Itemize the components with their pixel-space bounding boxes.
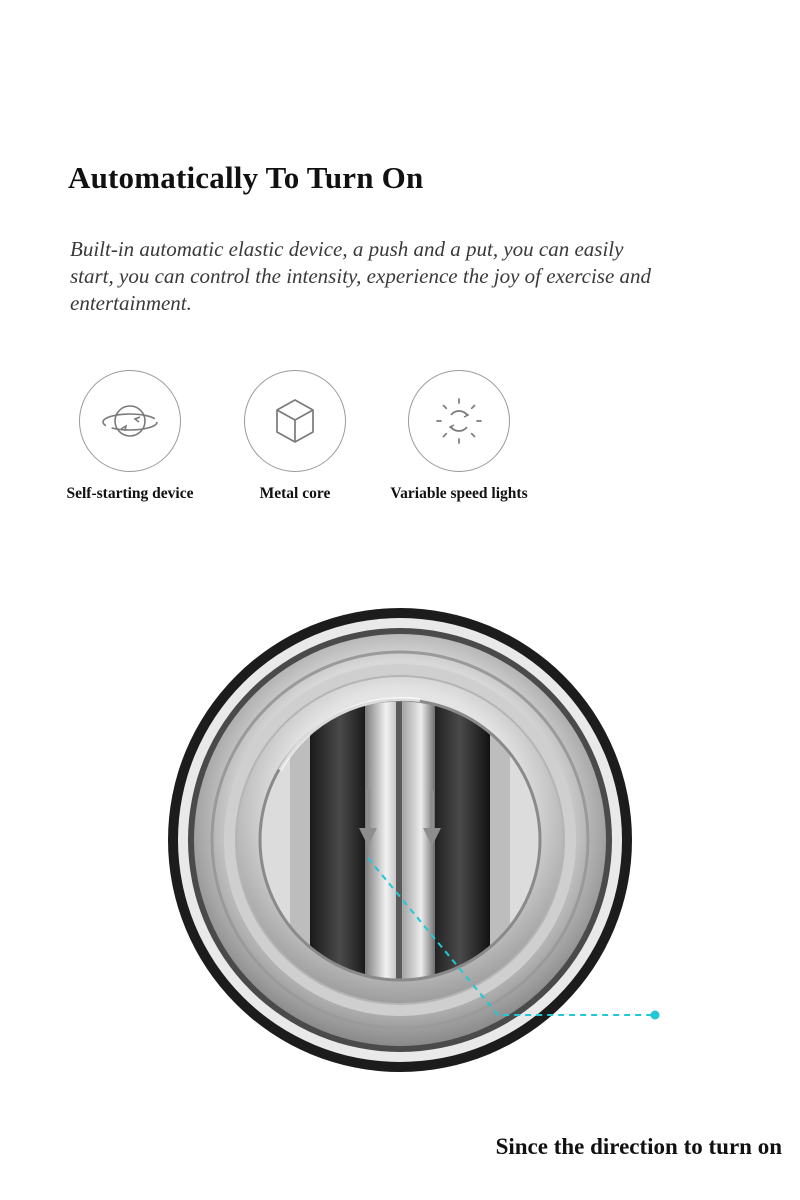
headline: Automatically To Turn On: [68, 160, 424, 195]
feature-icon-circle: [408, 370, 510, 472]
cube-icon: [265, 391, 325, 451]
feature-label: Variable speed lights: [390, 485, 528, 502]
feature-label: Metal core: [259, 485, 331, 502]
sun-cycle-icon: [429, 391, 489, 451]
rotation-orbit-icon: [100, 391, 160, 451]
feature-variable-lights: [359, 370, 559, 503]
gyro-ball-image: [160, 600, 640, 1080]
feature-icon-circle: [79, 370, 181, 472]
description-text: Built-in automatic elastic device, a push and a put, you can easily start, you can control the intensity, experience the joy of exercise and entertainment.: [70, 237, 652, 315]
feature-icon-circle: [244, 370, 346, 472]
caption-text: Since the direction to turn on: [495, 1134, 782, 1159]
feature-label: Self-starting device: [66, 485, 194, 502]
